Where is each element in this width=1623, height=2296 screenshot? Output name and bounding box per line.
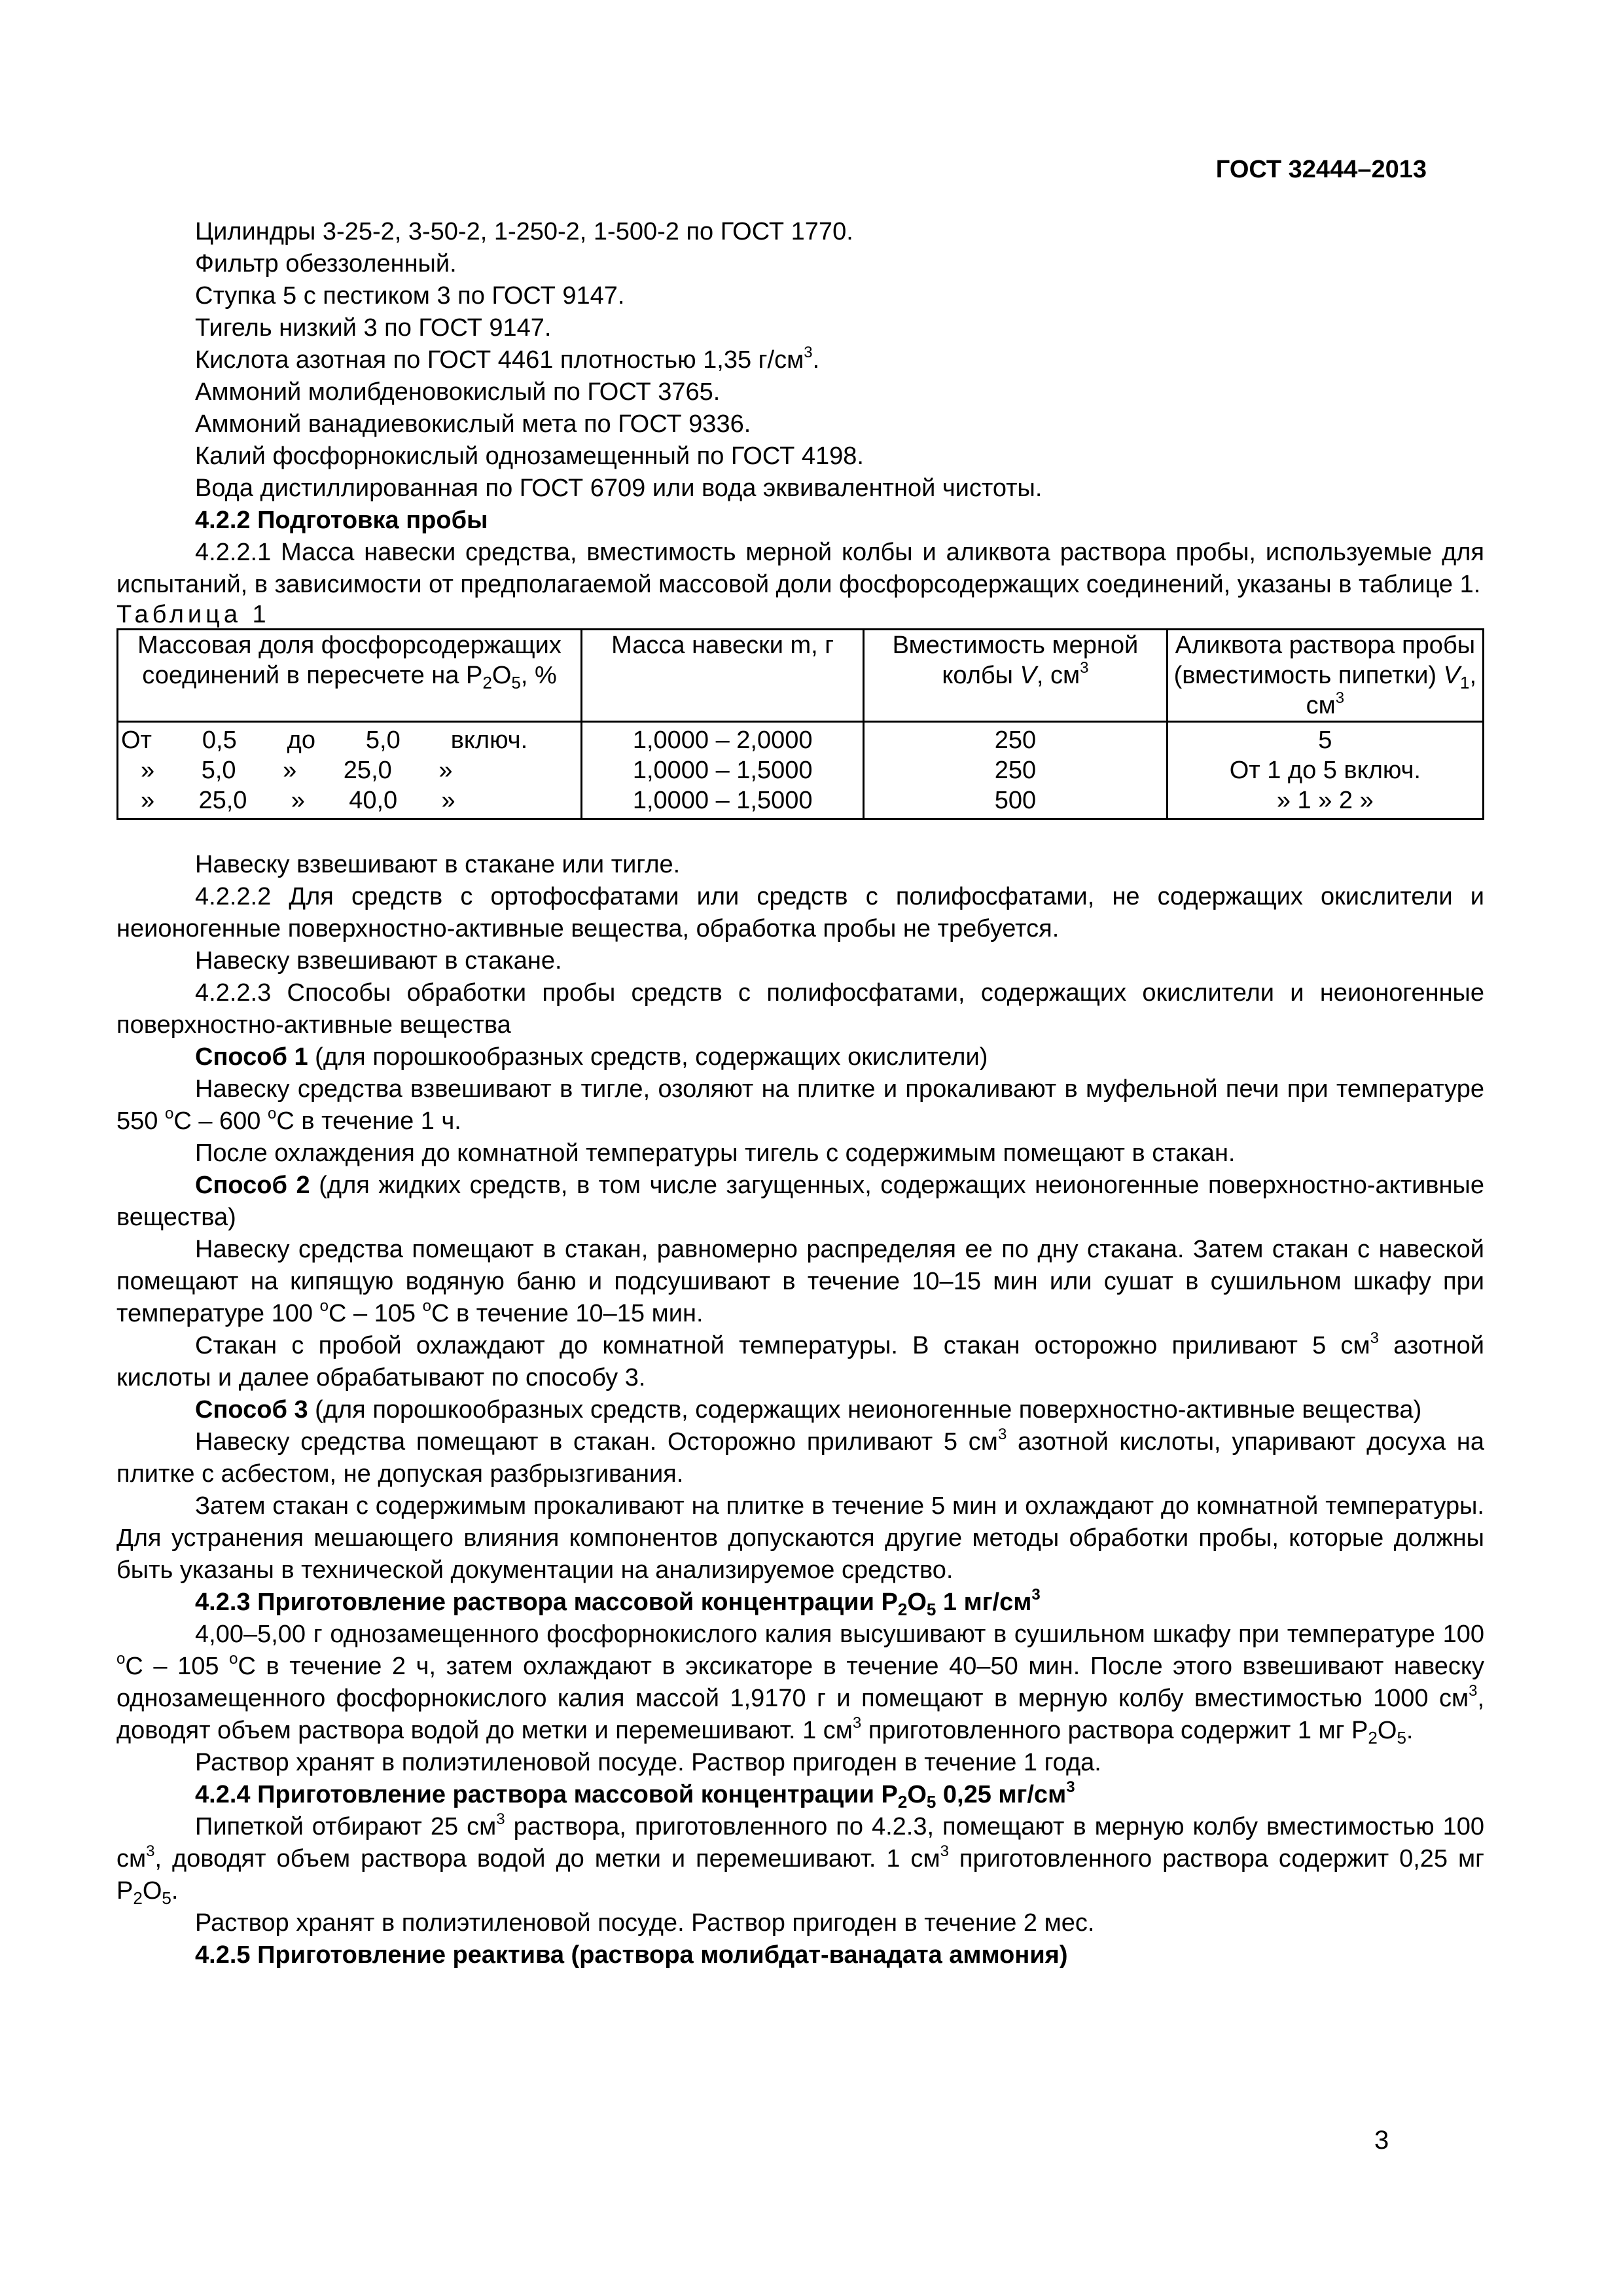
method-2-paragraph: Навеску средства помещают в стакан, равномерно распределяя ее по дну стакана. Затем стакан с навеской помещают на кипящую водяную баню и подсушивают в течение 10–15 мин или сушат в сушильном шкафу при температуре 100 $^o$С – 105 $^o$С в течение 10–15 мин. — [116, 1236, 1484, 1327]
material-item: Цилиндры 3-25-2, 3-50-2, 1-250-2, 1-500-2 по ГОСТ 1770. — [195, 218, 853, 245]
method-3-paragraph: Затем стакан с содержимым прокаливают на плитке в течение 5 мин и охлаждают до комнатной температуры. Для устранения мешающего влияния компонентов допускаются другие методы обработки пробы, которые должны быть указаны в технической документации на анализируемое средство. — [116, 1492, 1484, 1584]
section-heading-4-2-2: 4.2.2 Подготовка пробы — [195, 507, 488, 534]
table-row — [118, 755, 1484, 785]
table-row — [118, 722, 1484, 756]
sample-mass-cell: 1,0000 – 1,5000 — [582, 785, 864, 819]
table-1 — [116, 628, 1484, 820]
sample-mass-cell: 1,0000 – 1,5000 — [582, 755, 864, 785]
paragraph-4-2-4: Пипеткой отбирают 25 $см^3$ раствора, приготовленного по 4.2.3, помещают в мерную колбу вместимостью 100 $см^3$, доводят объем раствора водой до метки и перемешивают. 1 $см^3$ приготовленного раствора содержит 0,25 мг $P_2O_5$. — [116, 1810, 1485, 1908]
table-caption: Таблица 1 — [116, 601, 270, 628]
method-3-heading: Способ 3 (для порошкообразных средств, содержащих неионогенные поверхностно-активные вещества) — [195, 1396, 1422, 1424]
section-heading-4-2-3: 4.2.3 Приготовление раствора массовой концентрации $P_2O_5$ 1 $мг/см^3$ — [195, 1586, 1041, 1619]
method-2-heading: Способ 2 (для жидких средств, в том числе загущенных, содержащих неионогенные поверхностно-активные вещества) — [116, 1172, 1484, 1231]
material-item: Фильтр обеззоленный. — [195, 250, 457, 278]
table-row — [118, 785, 1484, 819]
table-header-row — [118, 630, 1484, 722]
page-content — [116, 216, 1484, 1971]
paragraph-4-2-2-3: 4.2.2.3 Способы обработки пробы средств с полифосфатами, содержащих окислители и неионогенные поверхностно-активные вещества — [116, 979, 1484, 1039]
column-header-aliquot: Аликвота раствора пробы (вместимость пипетки) $V_1$, $см^3$ — [1167, 630, 1483, 722]
method-1-paragraph: Навеску средства взвешивают в тигле, озоляют на плитке и прокаливают в муфельной печи при температуре 550 $^o$С – 600 $^o$С в течение 1 ч. — [116, 1075, 1484, 1135]
section-heading-4-2-4: 4.2.4 Приготовление раствора массовой концентрации $P_2O_5$ 0,25 $мг/см^3$ — [195, 1778, 1075, 1812]
material-item: Аммоний ванадиевокислый мета по ГОСТ 9336. — [195, 410, 751, 438]
material-item: Тигель низкий 3 по ГОСТ 9147. — [195, 314, 552, 342]
page-number: 3 — [1374, 2126, 1389, 2155]
column-header-mass-fraction: Массовая доля фосфорсодержащих соединений в пересчете на $P_2O_5$, % — [118, 630, 582, 722]
method-3-paragraph: Навеску средства помещают в стакан. Осторожно приливают 5 $см^3$ азотной кислоты, упаривают досуха на плитке с асбестом, не допуская разбрызгивания. — [116, 1426, 1485, 1488]
sample-mass-cell: 1,0000 – 2,0000 — [582, 722, 864, 756]
method-1-paragraph: После охлаждения до комнатной температуры тигель с содержимым помещают в стакан. — [195, 1139, 1236, 1167]
paragraph-4-2-3-storage: Раствор хранят в полиэтиленовой посуде. Раствор пригоден в течение 1 года. — [195, 1749, 1101, 1776]
range-cell: » 5,0 » 25,0 » — [118, 755, 582, 785]
material-item: Вода дистиллированная по ГОСТ 6709 или вода эквивалентной чистоты. — [195, 475, 1043, 502]
paragraph-4-2-2-2: 4.2.2.2 Для средств с ортофосфатами или средств с полифосфатами, не содержащих окислители и неионогенные поверхностно-активные вещества, обработка пробы не требуется. — [116, 883, 1484, 942]
document-header: ГОСТ 32444–2013 — [1215, 156, 1427, 183]
material-item: Аммоний молибденовокислый по ГОСТ 3765. — [195, 378, 721, 406]
paragraph-4-2-3: 4,00–5,00 г однозамещенного фосфорнокислого калия высушивают в сушильном шкафу при температуре 100 $^o$С – 105 $^o$С в течение 2 ч, затем охлаждают в эксикаторе в течение 40–50 мин. После этого взвешивают навеску однозамещенного фосфорнокислого калия массой 1,9170 г и помещают в мерную колбу вместимостью 1000 $см^3$, доводят объем раствора водой до метки и перемешивают. 1 $см^3$ приготовленного раствора содержит 1 мг $P_2O_5$. — [116, 1621, 1484, 1748]
method-2-paragraph: Стакан с пробой охлаждают до комнатной температуры. В стакан осторожно приливают 5 $см^3$ азотной кислоты и далее обрабатывают по способу 3. — [116, 1329, 1485, 1391]
aliquot-cell: 5 — [1167, 722, 1483, 756]
section-heading-4-2-5: 4.2.5 Приготовление реактива (раствора молибдат-ванадата аммония) — [195, 1941, 1068, 1969]
column-header-sample-mass: Масса навески m, г — [582, 630, 864, 722]
range-cell: От 0,5 до 5,0 включ. — [118, 722, 582, 756]
flask-volume-cell: 500 — [864, 785, 1167, 819]
paragraph-4-2-4-storage: Раствор хранят в полиэтиленовой посуде. Раствор пригоден в течение 2 мес. — [195, 1909, 1095, 1937]
paragraph-4-2-2-1: 4.2.2.1 Масса навески средства, вместимость мерной колбы и аликвота раствора пробы, используемые для испытаний, в зависимости от предполагаемой массовой доли фосфорсодержащих соединений, указаны в таблице 1. — [116, 539, 1484, 598]
material-item: Ступка 5 с пестиком 3 по ГОСТ 9147. — [195, 282, 625, 310]
material-item: Кислота азотная по ГОСТ 4461 плотностью 1,35 $г/см^3$. — [195, 344, 820, 374]
method-1-heading: Способ 1 (для порошкообразных средств, содержащих окислители) — [195, 1043, 988, 1071]
flask-volume-cell: 250 — [864, 755, 1167, 785]
aliquot-cell: » 1 » 2 » — [1167, 785, 1483, 819]
aliquot-cell: От 1 до 5 включ. — [1167, 755, 1483, 785]
paragraph-weighing: Навеску взвешивают в стакане или тигле. — [195, 851, 681, 878]
material-item: Калий фосфорнокислый однозамещенный по ГОСТ 4198. — [195, 442, 864, 470]
column-header-flask-volume: Вместимость мерной колбы V, $см^3$ — [864, 630, 1167, 722]
flask-volume-cell: 250 — [864, 722, 1167, 756]
range-cell: » 25,0 » 40,0 » — [118, 785, 582, 819]
paragraph-weighing: Навеску взвешивают в стакане. — [195, 947, 562, 975]
